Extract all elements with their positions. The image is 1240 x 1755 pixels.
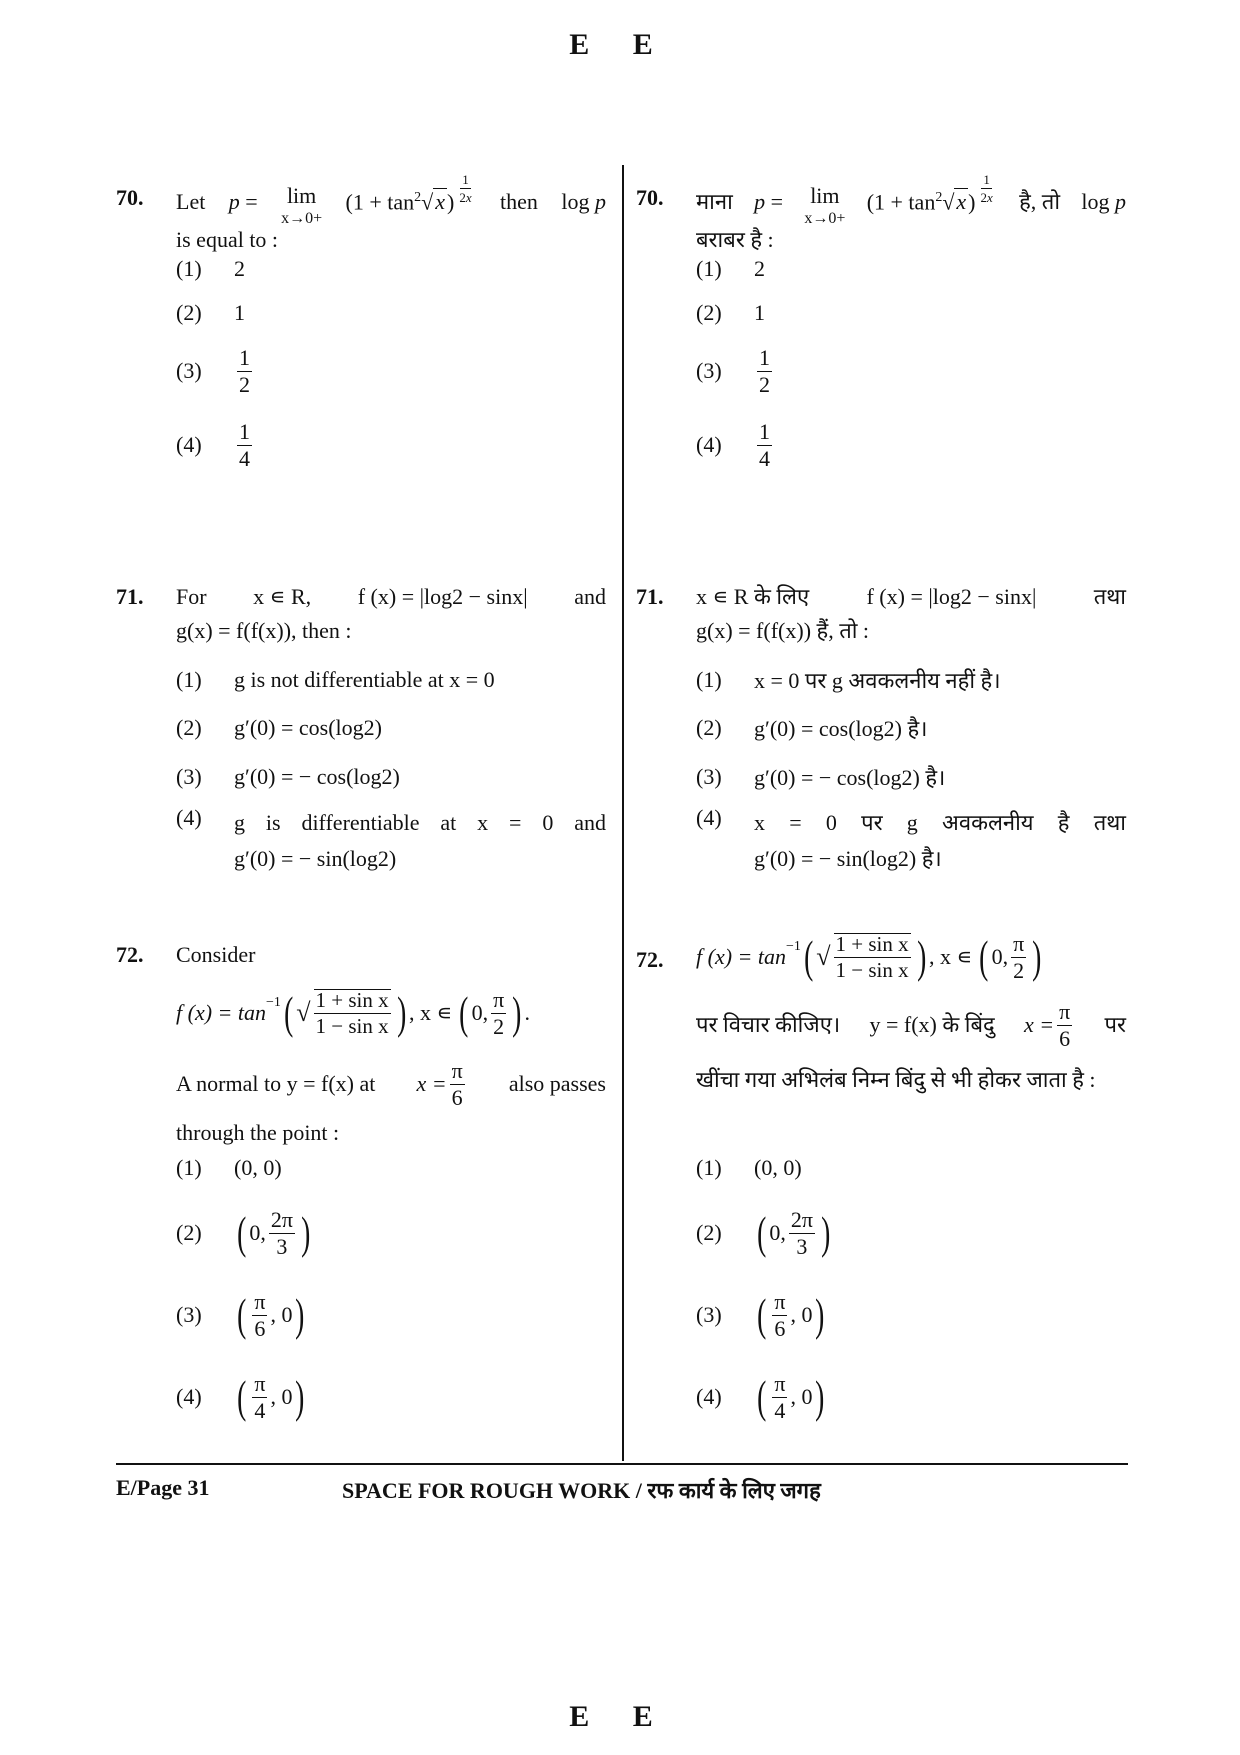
option-3[interactable]: (3) ( $\frac{\pi}{6}$ , 0 ) xyxy=(176,1288,305,1341)
option-1[interactable]: (1) x = 0 पर g अवकलनीय नहीं है। xyxy=(696,667,1001,693)
option-2[interactable]: (2) ( 0, $\frac{2\pi}{3}$ ) xyxy=(696,1206,831,1259)
option-3[interactable]: (3) $\frac{1}{2}$ xyxy=(696,344,770,397)
question-number: 72. xyxy=(636,947,664,972)
option-2[interactable]: (2) 1 xyxy=(696,300,765,325)
question-number: 70. xyxy=(116,185,144,210)
option-4[interactable]: (4) $\frac{1}{4}$ xyxy=(696,418,770,471)
option-2[interactable]: (2) g′(0) = cos(log2) xyxy=(176,715,382,740)
option-1[interactable]: (1) g is not differentiable at x = 0 xyxy=(176,667,495,692)
option-2[interactable]: (2) ( 0, $\frac{2\pi}{3}$ ) xyxy=(176,1206,311,1259)
option-1[interactable]: (1) 2 xyxy=(176,256,245,281)
option-4[interactable]: (4) $\frac{1}{4}$ xyxy=(176,418,250,471)
option-4[interactable]: (4) g is differentiable at x = 0 and g′(0) = − sin(log2) xyxy=(176,805,606,871)
option-4[interactable]: (4) ( $\frac{\pi}{4}$ , 0 ) xyxy=(176,1370,305,1423)
question-number: 71. xyxy=(116,584,144,609)
option-3[interactable]: (3) g′(0) = − cos(log2) है। xyxy=(696,764,946,790)
question-text: Consider f (x) = tan −1 ( √ $\frac{\text{1 + sin x}}{\text{1 − sin x}}$ ) , x ∊ ( 0, $\frac{\pi}{2}$ ) . A normal to y = f(x) at x = $\frac{\pi}{6}$ also passes through the point : xyxy=(176,942,606,1145)
question-text: Let p = lim x→0+ $(1 + \tan^2√x)$ $\frac{1}{2x}$ then log p is equal to : xyxy=(176,172,606,252)
header-code: E E xyxy=(569,28,671,61)
question-text: f (x) = tan −1 ( √ $\frac{\text{1 + sin x}}{\text{1 − sin x}}$ ) , x ∊ ( 0, $\frac{\pi}{2}$ ) पर विचार कीजिए। y = f(x) के बिंदु x = $\frac{\pi}{6}$ पर खींचा गया अभिलंब निम्न बिंदु से भी होकर जाता है : xyxy=(696,930,1126,1092)
option-3[interactable]: (3) g′(0) = − cos(log2) xyxy=(176,764,400,789)
footer-code: E E xyxy=(569,1700,671,1733)
option-2[interactable]: (2) g′(0) = cos(log2) है। xyxy=(696,715,928,741)
option-3[interactable]: (3) $\frac{1}{2}$ xyxy=(176,344,250,397)
page-number: E/Page 31 xyxy=(116,1475,210,1500)
rough-work-label: SPACE FOR ROUGH WORK / रफ कार्य के लिए जगह xyxy=(342,1478,821,1503)
option-4[interactable]: (4) ( $\frac{\pi}{4}$ , 0 ) xyxy=(696,1370,825,1423)
column-divider xyxy=(622,165,624,1461)
question-text: For x ∊ R, f (x) = |log2 − sinx| and g(x) = f(f(x)), then : xyxy=(176,584,606,643)
question-text: x ∊ R के लिए f (x) = |log2 − sinx| तथा g(x) = f(f(x)) हैं, तो : xyxy=(696,584,1126,643)
option-1[interactable]: (1) (0, 0) xyxy=(176,1155,282,1180)
option-4[interactable]: (4) x = 0 पर g अवकलनीय है तथा g′(0) = − sin(log2) है। xyxy=(696,805,1126,871)
question-number: 70. xyxy=(636,185,664,210)
option-1[interactable]: (1) (0, 0) xyxy=(696,1155,802,1180)
option-3[interactable]: (3) ( $\frac{\pi}{6}$ , 0 ) xyxy=(696,1288,825,1341)
question-text: माना p = lim x→0+ $(1 + \tan^2√x)$ $\frac{1}{2x}$ है, तो log p बराबर है : xyxy=(696,172,1126,252)
option-2[interactable]: (2) 1 xyxy=(176,300,245,325)
footer-rule xyxy=(116,1463,1128,1465)
question-number: 71. xyxy=(636,584,664,609)
option-1[interactable]: (1) 2 xyxy=(696,256,765,281)
question-number: 72. xyxy=(116,942,144,967)
